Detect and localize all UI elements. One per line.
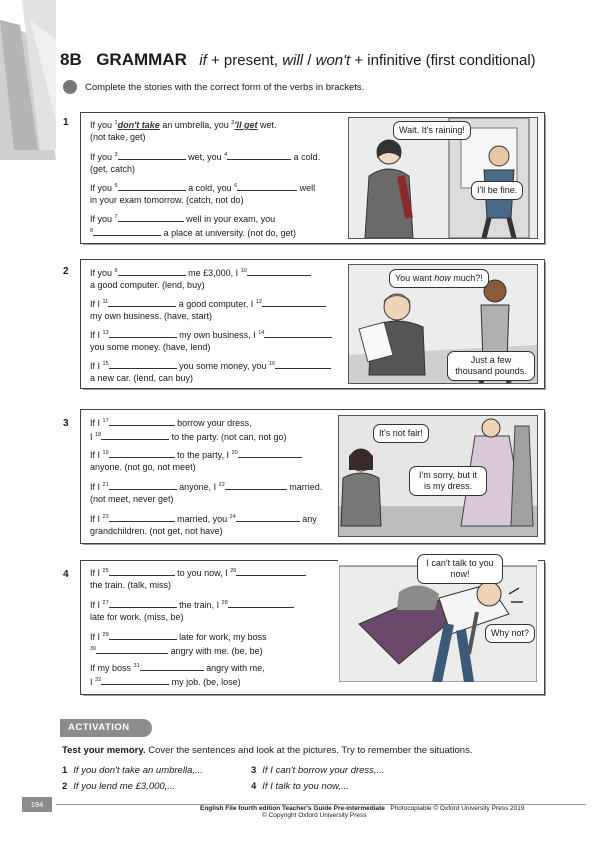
answer-blank[interactable] xyxy=(238,449,302,458)
exercise-box-3 xyxy=(80,409,545,544)
answer-blank[interactable] xyxy=(118,182,186,191)
answer-blank[interactable] xyxy=(275,360,331,369)
illustration-dress xyxy=(338,415,538,537)
sentence: If I $^{11}$ a good computer, I $^{12}$ my own business. (have, start) xyxy=(90,297,342,322)
answer-blank[interactable] xyxy=(96,645,168,654)
answer-blank[interactable] xyxy=(109,599,177,608)
answer-blank[interactable] xyxy=(262,298,326,307)
answer-blank[interactable] xyxy=(236,567,306,576)
answer-blank[interactable] xyxy=(118,267,186,276)
answer-blank[interactable] xyxy=(227,151,291,160)
illustration-umbrella xyxy=(348,117,538,239)
instruction-row xyxy=(63,80,364,94)
topic-part: / xyxy=(303,52,316,69)
memory-cue: 1 If you don't take an umbrella,... xyxy=(62,765,203,776)
sentence: If I $^{21}$ anyone, I $^{22}$ married. (not meet, never get) xyxy=(90,482,323,504)
answer-blank[interactable] xyxy=(247,267,311,276)
topic-part: + present, xyxy=(206,52,283,69)
example-answer: don't take xyxy=(117,120,160,130)
answer-blank[interactable] xyxy=(109,449,175,458)
exercise-box-1 xyxy=(80,112,545,244)
answer-blank[interactable] xyxy=(118,213,184,222)
activation-label: ACTIVATION xyxy=(60,719,152,737)
sentence: If you $^3$ wet, you $^4$ a cold. (get, catch) xyxy=(90,152,321,174)
answer-blank[interactable] xyxy=(93,227,161,236)
answer-blank[interactable] xyxy=(237,182,297,191)
sentence: If I $^{19}$ to the party, I $^{20}$ anyone. (not go, not meet) xyxy=(90,448,342,473)
exercise-number: 3 xyxy=(63,418,69,429)
illustration-money xyxy=(348,264,538,384)
memory-cue: 3 If I can't borrow your dress,... xyxy=(251,765,385,776)
answer-blank[interactable] xyxy=(109,631,177,640)
answer-blank[interactable] xyxy=(140,662,204,671)
exercise-box-2 xyxy=(80,259,545,389)
answer-blank[interactable] xyxy=(109,360,177,369)
illustration-train xyxy=(338,553,538,683)
speech-bubble: Just a few thousand pounds. xyxy=(447,351,535,381)
sentence: If I $^{13}$ my own business, I $^{14}$ you some money. (have, lend) xyxy=(90,328,342,353)
answer-blank[interactable] xyxy=(236,513,300,522)
answer-blank[interactable] xyxy=(225,481,287,490)
grammar-topic xyxy=(199,52,535,69)
memory-cue: 4 If I talk to you now,... xyxy=(251,781,349,792)
exercise-number: 1 xyxy=(63,117,69,128)
memory-cue: 2 If you lend me £3,000,... xyxy=(62,781,176,792)
sentence: If you $^7$ well in your exam, you $^8$ a place at university. (not do, get) xyxy=(90,214,296,238)
instruction-text: Complete the stories with the correct form of the verbs in brackets. xyxy=(85,81,365,93)
answer-blank[interactable] xyxy=(101,676,169,685)
speech-bubble: I'll be fine. xyxy=(471,181,523,200)
answer-blank[interactable] xyxy=(118,151,186,160)
sentence: If you $^5$ a cold, you $^6$ well in your exam tomorrow. (catch, not do) xyxy=(90,183,316,205)
topic-if: if xyxy=(199,52,207,69)
sentence: If you $^9$ me £3,000, I $^{10}$ a good computer. (lend, buy) xyxy=(90,266,342,291)
sentence: If I $^{23}$ married, you $^{24}$ any grandchildren. (not get, not have) xyxy=(90,514,317,536)
speech-bubble: You want how much?! xyxy=(389,269,489,288)
sentence: If I $^{15}$ you some money, you $^{16}$ a new car. (lend, can buy) xyxy=(90,359,342,384)
sentence: If I $^{17}$ borrow your dress, I $^{18}$ to the party. (not can, not go) xyxy=(90,418,287,442)
topic-will: will xyxy=(282,52,304,69)
exercise-number: 2 xyxy=(63,266,69,277)
speech-bubble: Why not? xyxy=(485,624,535,643)
decorative-corner-graphic xyxy=(0,0,56,160)
activation-instruction: Test your memory. Cover the sentences and look at the pictures. Try to remember the situations. xyxy=(62,745,473,756)
sentence: If my boss $^{31}$ angry with me, I $^{32}$ my job. (be, lose) xyxy=(90,663,265,687)
speech-bubble: Wait. It's raining! xyxy=(393,121,471,140)
example-answer: 'll get xyxy=(234,120,258,130)
sentence: If you $^1$don't take an umbrella, you $^2$'ll get wet. (not take, get) xyxy=(90,120,277,142)
answer-blank[interactable] xyxy=(109,567,175,576)
topic-part: + infinitive (first conditional) xyxy=(350,52,536,69)
answer-blank[interactable] xyxy=(109,481,177,490)
exercise-box-4 xyxy=(80,560,545,695)
section-label: GRAMMAR xyxy=(96,50,187,69)
answer-blank[interactable] xyxy=(264,329,332,338)
topic-wont: won't xyxy=(315,52,351,69)
answer-blank[interactable] xyxy=(109,417,175,426)
speech-bubble: It's not fair! xyxy=(373,424,429,443)
sentence: If I $^{29}$ late for work, my boss $^{30}$ angry with me. (be, be) xyxy=(90,632,267,656)
answer-blank[interactable] xyxy=(108,298,176,307)
bullet-icon xyxy=(63,80,77,94)
speech-bubble: I can't talk to you now! xyxy=(417,554,503,584)
answer-blank[interactable] xyxy=(109,513,175,522)
sentence: If I $^{25}$ to you now, I $^{26}$ the train. (talk, miss) xyxy=(90,566,342,591)
page-number: 194 xyxy=(22,797,52,812)
unit-code: 8B xyxy=(60,50,82,69)
copyright-notice: © Copyright Oxford University Press xyxy=(262,812,367,819)
speech-bubble: I'm sorry, but it is my dress. xyxy=(409,466,487,496)
exercise-number: 4 xyxy=(63,569,69,580)
answer-blank[interactable] xyxy=(101,431,169,440)
sentence: If I $^{27}$ the train, I $^{28}$ late for work. (miss, be) xyxy=(90,598,342,623)
footer-text: English File fourth edition Teacher's Guide Pre-intermediate Photocopiable © Oxford University Press 2019 xyxy=(200,805,525,812)
page-title xyxy=(60,50,580,70)
answer-blank[interactable] xyxy=(228,599,294,608)
answer-blank[interactable] xyxy=(109,329,177,338)
